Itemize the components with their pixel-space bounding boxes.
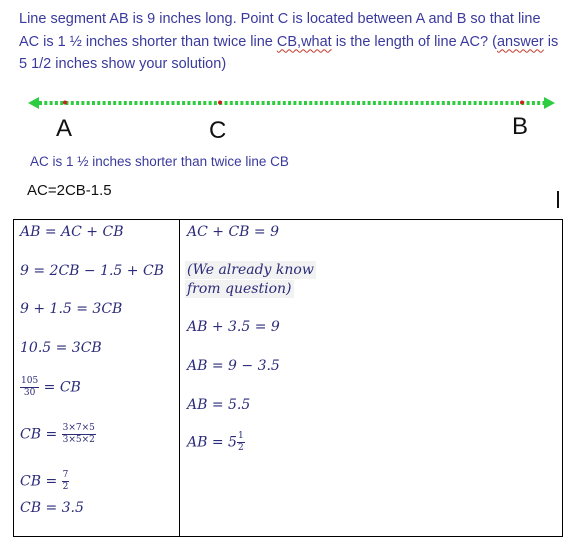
column-divider <box>179 220 180 536</box>
fraction <box>62 423 96 446</box>
point-b-marker <box>520 101 524 105</box>
fraction <box>20 376 39 399</box>
spellcheck-word: answer <box>496 33 544 50</box>
left-step-2: 9 = 2CB − 1.5 + CB <box>20 263 164 279</box>
solution-table <box>13 219 563 537</box>
number-line <box>28 94 556 114</box>
fraction-denominator: 2 <box>62 482 69 492</box>
point-c-marker <box>218 101 222 105</box>
fraction-numerator: 105 <box>21 376 39 386</box>
step-text: CB = <box>20 473 58 490</box>
fraction-denominator: 2 <box>237 443 244 453</box>
point-a-label: A <box>56 115 73 142</box>
left-step-7 <box>20 470 69 493</box>
question-part: is the length of line AC? ( <box>331 33 497 50</box>
right-step-3: AB = 9 − 3.5 <box>187 358 280 374</box>
left-step-6 <box>20 423 96 446</box>
fraction-numerator: 1 <box>237 431 244 441</box>
step-text: AB = 5 <box>187 434 237 451</box>
point-b-label: B <box>512 113 529 140</box>
point-c-label: C <box>209 117 227 144</box>
left-step-1: AB = AC + CB <box>20 224 124 240</box>
statement-text: AC is 1 ½ inches shorter than twice line CB <box>30 154 289 169</box>
right-step-5 <box>187 431 245 454</box>
point-a-marker <box>63 101 67 105</box>
fraction-numerator: 7 <box>62 470 69 480</box>
note-line-2: from question) <box>187 281 292 297</box>
fraction <box>237 431 245 454</box>
spellcheck-word: CB,what <box>276 33 332 50</box>
text-cursor <box>557 191 559 208</box>
question-text <box>19 8 559 76</box>
question-part: is 5 1/2 inches show your solution) <box>19 33 559 72</box>
question-part: Line segment AB is 9 inches long. Point C is located between A and B so that line AC is 1 ½ inches shorter than twice line <box>19 11 541 50</box>
right-step-1: AC + CB = 9 <box>187 224 279 240</box>
fraction-numerator: 3×7×5 <box>62 423 95 433</box>
right-step-2: AB + 3.5 = 9 <box>187 319 280 335</box>
left-step-4: 10.5 = 3CB <box>20 340 102 356</box>
fraction-denominator: 30 <box>23 388 36 398</box>
equation-text: AC=2CB-1.5 <box>27 182 112 199</box>
left-step-5 <box>20 376 81 399</box>
fraction <box>62 470 70 493</box>
step-text: = CB <box>43 379 81 396</box>
left-arrowhead <box>28 97 39 109</box>
right-step-4: AB = 5.5 <box>187 397 251 413</box>
left-step-8: CB = 3.5 <box>20 500 84 516</box>
fraction-denominator: 3×5×2 <box>62 435 95 445</box>
step-text: CB = <box>20 426 58 443</box>
left-step-3: 9 + 1.5 = 3CB <box>20 301 123 317</box>
right-arrowhead <box>544 97 555 109</box>
note-line-1: (We already know <box>187 262 314 278</box>
